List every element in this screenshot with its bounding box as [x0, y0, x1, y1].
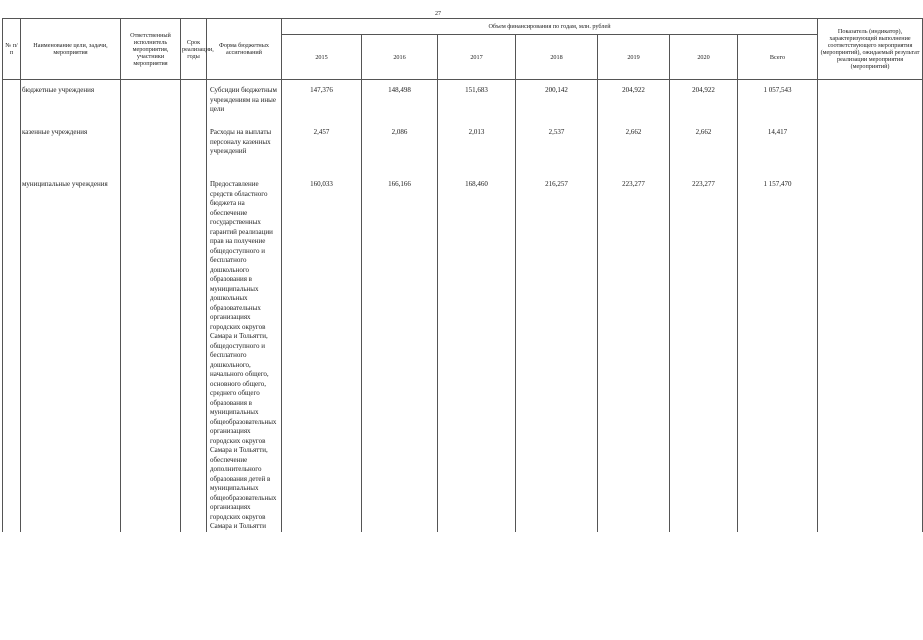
financing-table: [2, 18, 923, 532]
header-num: № п/п: [3, 19, 21, 80]
value-cell: 160,033: [282, 180, 362, 532]
value-cell: 2,537: [516, 128, 598, 180]
row-form: Предоставление средств областного бюджета на обеспечение государственных гарантий реализации прав на получение общедоступного и бесплатного дошкольного образования в муниципальных дошкольных образовательных организациях городских округов Самара и Тольятти, общедоступного и бесплатного дошкольного, начального общего, основного общего, среднего общего образования в муниципальных общеобразовательных организациях городских округов Самара и Тольятти, обеспечение дополнительного образования детей в муниципальных общеобразовательных организациях городских округов Самара и Тольятти: [207, 180, 282, 532]
value-cell: 223,277: [598, 180, 670, 532]
value-cell: 151,683: [438, 86, 516, 128]
value-cell: 2,086: [362, 128, 438, 180]
value-cell: 166,166: [362, 180, 438, 532]
value-cell: 168,460: [438, 180, 516, 532]
value-cell: 200,142: [516, 86, 598, 128]
row-form: Субсидии бюджетным учреждениям на иные цели: [207, 86, 282, 128]
value-cell: 2,662: [670, 128, 738, 180]
row-name: бюджетные учреждения: [21, 86, 121, 128]
value-cell: 148,498: [362, 86, 438, 128]
row-name: казенные учреждения: [21, 128, 121, 180]
total-cell: 1 157,470: [738, 180, 818, 532]
value-cell: 216,257: [516, 180, 598, 532]
table-row: [3, 86, 923, 128]
row-name: муниципальные учреждения: [21, 180, 121, 532]
header-year: 2015: [282, 35, 362, 80]
value-cell: 2,662: [598, 128, 670, 180]
header-form: Форма бюджетных ассигнований: [207, 19, 282, 80]
value-cell: 147,376: [282, 86, 362, 128]
value-cell: 223,277: [670, 180, 738, 532]
header-name: Наименование цели, задачи, мероприятия: [21, 19, 121, 80]
header-term: Срок реализации, годы: [181, 19, 207, 80]
value-cell: 2,457: [282, 128, 362, 180]
header-funding: Объем финансирования по годам, млн. рублей: [282, 19, 818, 35]
header-year: 2020: [670, 35, 738, 80]
page-number: 27: [435, 11, 441, 17]
header-indicator: Показатель (индикатор), характеризующий выполнение соответствующего мероприятия (мероприятий), ожидаемый результат реализации мероприятия (мероприятий): [818, 19, 923, 80]
header-total: Всего: [738, 35, 818, 80]
header-year: 2019: [598, 35, 670, 80]
value-cell: 2,013: [438, 128, 516, 180]
table-row: [3, 180, 923, 532]
table-row: [3, 128, 923, 180]
row-form: Расходы на выплаты персоналу казенных учреждений: [207, 128, 282, 180]
header-executor: Ответственный исполнитель мероприятия, участники мероприятия: [121, 19, 181, 80]
header-year: 2016: [362, 35, 438, 80]
total-cell: 1 057,543: [738, 86, 818, 128]
value-cell: 204,922: [670, 86, 738, 128]
value-cell: 204,922: [598, 86, 670, 128]
header-year: 2018: [516, 35, 598, 80]
header-year: 2017: [438, 35, 516, 80]
total-cell: 14,417: [738, 128, 818, 180]
